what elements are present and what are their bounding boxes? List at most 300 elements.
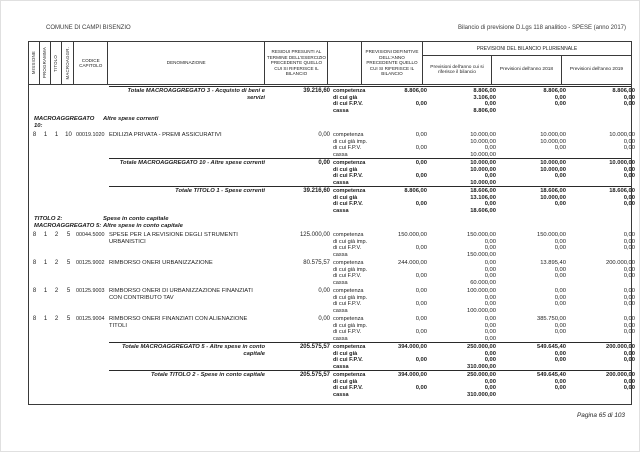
cell-anno-2019: 18.606,00 [609, 188, 635, 194]
cell-anno-riferimento: 0,00 [484, 322, 496, 329]
cell-previsioni-definitive: 0,00 [415, 385, 427, 391]
cell-anno-2018: 18.606,00 [540, 188, 566, 194]
cell-anno-riferimento: 250.000,00 [466, 372, 496, 378]
cell-missione: 8 [32, 316, 37, 322]
amount-line-label: di cui F.P.V. [333, 357, 363, 363]
cell-previsioni-definitive: 0,00 [415, 288, 427, 294]
cell-titolo [51, 160, 62, 186]
amount-line-label: cassa [333, 179, 349, 186]
amount-lines [333, 372, 637, 398]
cell-titolo: 1 [54, 132, 59, 138]
cell-missione [29, 188, 40, 214]
cell-anno-riferimento: 0,00 [484, 385, 496, 391]
amount-line-label: di cui F.P.V. [333, 201, 363, 207]
cell-previsioni-definitive: 244.000,00 [397, 260, 427, 266]
amount-line-label: di cui F.P.V. [333, 173, 363, 179]
amount-lines [333, 188, 637, 214]
cell-anno-2019 [568, 252, 637, 259]
total-row [29, 344, 635, 370]
total-row [29, 88, 635, 114]
col-header-programma: PROGRAMMA [40, 42, 51, 84]
amount-line-label: competenza [333, 160, 366, 166]
cell-macroaggregato: 5 [66, 288, 71, 294]
cell-titolo [51, 344, 62, 370]
cell-missione [29, 372, 40, 398]
amount-line-label: cassa [333, 207, 349, 214]
cell-titolo [51, 188, 62, 214]
cell-anno-riferimento: 150.000,00 [466, 232, 496, 238]
cell-codice-capitolo: 00125.9002 [76, 260, 105, 266]
cell-anno-riferimento: 8.806,00 [473, 107, 496, 114]
cell-anno-riferimento: 310.000,00 [466, 363, 496, 370]
amount-line-label: competenza [333, 372, 366, 378]
cell-residui: 80.575,57 [303, 260, 330, 266]
cell-missione: 8 [32, 132, 37, 138]
cell-anno-2018: 0,00 [554, 378, 566, 385]
amount-line-label: competenza [333, 316, 364, 322]
cell-anno-2018 [498, 392, 568, 399]
cell-programma: 1 [43, 316, 48, 322]
cell-anno-2018: 0,00 [554, 273, 566, 279]
cell-anno-riferimento: 0,00 [484, 335, 496, 342]
cell-anno-2018: 0,00 [554, 94, 566, 101]
cell-anno-riferimento: 10.000,00 [470, 160, 496, 166]
amount-lines [333, 344, 637, 370]
cell-anno-2018: 0,00 [554, 245, 566, 251]
cell-macroaggregato: 5 [66, 260, 71, 266]
amount-line-label: cassa [333, 335, 348, 342]
cell-anno-riferimento: 0,00 [484, 245, 496, 251]
cell-anno-2019: 0,00 [623, 329, 635, 335]
cell-anno-2019: 0,00 [623, 201, 635, 207]
amount-line-label: cassa [333, 107, 349, 114]
amount-line-label: cassa [333, 391, 349, 398]
cell-macroaggregato [62, 188, 75, 214]
cell-macroaggregato: 10 [65, 132, 72, 138]
cell-anno-riferimento: 0,00 [484, 266, 496, 273]
total-row [29, 188, 635, 214]
table-row [29, 132, 635, 158]
cell-anno-2018 [498, 208, 568, 215]
cell-anno-riferimento: 250.000,00 [466, 344, 496, 350]
cell-previsioni-definitive [367, 280, 429, 287]
cell-previsioni-definitive [367, 252, 429, 259]
cell-programma: 1 [43, 260, 48, 266]
cell-denominazione: RIMBORSO ONERI URBANIZZAZIONE [109, 260, 213, 266]
cell-previsioni-definitive: 0,00 [415, 145, 427, 151]
cell-anno-2019: 0,00 [623, 194, 635, 201]
section-line [29, 116, 631, 130]
amount-line-label: di cui già [333, 194, 358, 201]
col-header-anno-2019: Previsioni dell'anno 2019 [569, 67, 624, 73]
cell-anno-riferimento: 0,00 [484, 316, 496, 322]
cell-codice-capitolo: 00125.9003 [76, 288, 105, 294]
cell-anno-2018: 0,00 [554, 201, 566, 207]
cell-anno-2018 [498, 308, 568, 315]
amount-line-label: cassa [333, 279, 348, 286]
amount-line [333, 108, 637, 115]
amount-lines [333, 160, 637, 186]
cell-anno-2018: 0,00 [554, 266, 566, 273]
cell-anno-riferimento: 0,00 [484, 357, 496, 363]
cell-anno-riferimento: 310.000,00 [466, 391, 496, 398]
cell-anno-2019: 0,00 [623, 301, 635, 307]
cell-missione: 8 [32, 260, 37, 266]
amount-line-label: di cui F.P.V. [333, 145, 362, 151]
cell-anno-2019: 0,00 [623, 245, 635, 251]
cell-denominazione: RIMBORSO ONERI FINANZIATI CON ALIENAZIONE TITOLI [109, 316, 248, 329]
cell-anno-2018: 385.750,00 [536, 316, 566, 322]
cell-anno-2019: 10.000,00 [609, 160, 635, 166]
amount-lines [333, 132, 637, 158]
cell-anno-2019: 10.000,00 [609, 132, 635, 138]
cell-codice-capitolo [75, 88, 109, 114]
cell-denominazione: EDILIZIA PRIVATA - PREMI ASSICURATIVI [109, 132, 222, 138]
cell-anno-riferimento: 10.000,00 [470, 138, 496, 145]
section-code-label: MACROAGGREGATO 5: [34, 223, 102, 229]
amount-line-label: di cui già [333, 378, 358, 385]
amount-line-label: di cui già imp. [333, 322, 368, 329]
cell-anno-riferimento: 0,00 [484, 260, 496, 266]
cell-anno-2019: 0,00 [623, 294, 635, 301]
cell-anno-2018: 0,00 [554, 385, 566, 391]
cell-anno-riferimento: 10.000,00 [470, 166, 496, 173]
amount-line-label: di cui già imp. [333, 238, 368, 245]
cell-missione: 8 [32, 288, 37, 294]
cell-residui: 0,00 [318, 132, 330, 138]
amount-line-label: competenza [333, 232, 364, 238]
cell-anno-riferimento: 3.106,00 [473, 94, 496, 101]
cell-anno-riferimento: 0,00 [484, 378, 496, 385]
cell-anno-2019: 0,00 [623, 266, 635, 273]
cell-denominazione: SPESE PER LA REVISIONE DEGLI STRUMENTI URBANISTICI [109, 232, 238, 245]
col-header-codice-capitolo: CODICE CAPITOLO [74, 42, 108, 84]
amount-line-label: competenza [333, 260, 364, 266]
col-header-anno-riferimento: Previsioni dell'anno cui si riferisce il bilancio [423, 56, 492, 84]
amount-line-label: cassa [333, 151, 348, 158]
cell-macroaggregato [62, 88, 75, 114]
amount-line-label: di cui F.P.V. [333, 329, 362, 335]
col-header-denominazione: DENOMINAZIONE [108, 42, 265, 84]
cell-anno-2018: 0,00 [554, 145, 566, 151]
cell-residui: 205.575,57 [299, 372, 330, 378]
cell-previsioni-definitive: 0,00 [415, 316, 427, 322]
cell-anno-2018 [498, 280, 568, 287]
cell-anno-2018: 10.000,00 [540, 166, 566, 173]
cell-anno-2019 [568, 392, 637, 399]
cell-residui: 0,00 [318, 316, 330, 322]
amount-lines [333, 288, 637, 314]
amount-line-label: di cui F.P.V. [333, 301, 362, 307]
col-header-anno-2018: Previsioni dell'anno 2018 [492, 56, 562, 84]
section-description: Spese in conto capitale [103, 216, 169, 222]
cell-programma: 1 [43, 132, 48, 138]
amount-lines [333, 232, 637, 258]
cell-anno-2019: 0,00 [623, 273, 635, 279]
cell-anno-2018: 0,00 [554, 350, 566, 357]
cell-codice-capitolo [75, 160, 109, 186]
amount-line-label: cassa [333, 307, 348, 314]
col-header-residui-presunti: RESIDUI PRESUNTI AL TERMINE DELL'ESERCIZIO PRECEDENTE QUELLO CUI SI RIFERISCE IL BILANCIO [265, 42, 328, 84]
col-group-bilancio-pluriennale [423, 42, 631, 84]
document-header [46, 25, 626, 31]
cell-previsioni-definitive: 0,00 [415, 357, 427, 363]
cell-previsioni-definitive: 8.806,00 [404, 88, 427, 94]
cell-anno-2019: 0,00 [623, 288, 635, 294]
amount-line-label: di cui F.P.V. [333, 273, 362, 279]
total-row [29, 160, 635, 186]
cell-anno-2018: 10.000,00 [540, 132, 566, 138]
cell-anno-2019 [568, 208, 637, 215]
amount-line-label: di cui F.P.V. [333, 385, 363, 391]
cell-anno-2018 [498, 252, 568, 259]
cell-codice-capitolo [75, 344, 109, 370]
amount-lines [333, 88, 637, 114]
cell-anno-riferimento: 0,00 [484, 101, 496, 107]
cell-anno-2018: 0,00 [554, 101, 566, 107]
cell-previsioni-definitive: 0,00 [415, 173, 427, 179]
amount-lines [333, 316, 637, 342]
table-row [29, 316, 635, 342]
cell-denominazione: Totale TITOLO 1 - Spese correnti [175, 188, 265, 194]
amount-line-label: competenza [333, 288, 364, 294]
cell-missione [29, 344, 40, 370]
amount-line-label: di cui già [333, 166, 358, 173]
section-row [29, 216, 631, 230]
col-header-macroaggr: MACROAGGR. [62, 42, 75, 84]
cell-titolo: 2 [54, 288, 59, 294]
cell-anno-2019: 0,00 [623, 238, 635, 245]
cell-previsioni-definitive: 0,00 [415, 245, 427, 251]
cell-anno-riferimento: 0,00 [484, 201, 496, 207]
amount-line-label: di cui già imp. [333, 266, 368, 273]
cell-anno-riferimento: 100.000,00 [466, 288, 496, 294]
cell-denominazione: Totale MACROAGGREGATO 10 - Altre spese correnti [119, 160, 265, 166]
cell-anno-2019: 0,00 [623, 173, 635, 179]
cell-missione [29, 160, 40, 186]
cell-anno-2019: 0,00 [623, 322, 635, 329]
col-header-missione: MISSIONE [29, 42, 40, 84]
amount-line [333, 392, 637, 399]
cell-anno-2018: 10.000,00 [540, 194, 566, 201]
cell-previsioni-definitive: 0,00 [415, 301, 427, 307]
cell-anno-2019 [568, 280, 637, 287]
cell-anno-2019: 0,00 [623, 145, 635, 151]
cell-anno-2018: 13.895,40 [540, 260, 566, 266]
amount-line-label: competenza [333, 88, 366, 94]
cell-residui: 205.575,57 [299, 344, 330, 350]
col-header-pluriennale: PREVISIONI DEL BILANCIO PLURIENNALE [423, 42, 631, 56]
cell-programma [40, 344, 51, 370]
amount-line-label: competenza [333, 132, 364, 138]
col-header-spacer [328, 42, 362, 84]
cell-anno-2018: 0,00 [554, 329, 566, 335]
cell-previsioni-definitive: 0,00 [415, 160, 427, 166]
cell-titolo: 2 [54, 232, 59, 238]
cell-macroaggregato: 5 [66, 232, 71, 238]
cell-titolo: 2 [54, 316, 59, 322]
section-description: Altre spese correnti [103, 116, 159, 122]
cell-anno-2019: 0,00 [623, 94, 635, 101]
cell-anno-2019: 0,00 [623, 385, 635, 391]
amount-line [333, 280, 637, 287]
amount-line-label: di cui già imp. [333, 294, 368, 301]
budget-table [28, 41, 635, 405]
cell-anno-2019: 0,00 [623, 316, 635, 322]
cell-macroaggregato: 5 [66, 316, 71, 322]
cell-anno-riferimento: 18.606,00 [470, 188, 496, 194]
cell-previsioni-definitive: 394.000,00 [397, 344, 427, 350]
cell-anno-2018: 0,00 [554, 357, 566, 363]
cell-anno-riferimento: 13.106,00 [470, 194, 496, 201]
table-row [29, 288, 635, 314]
cell-macroaggregato [62, 160, 75, 186]
section-code-label: TITOLO 2: [34, 216, 63, 222]
cell-anno-2018: 150.000,00 [536, 232, 566, 238]
cell-anno-riferimento: 18.606,00 [470, 207, 496, 214]
cell-anno-2018: 0,00 [554, 301, 566, 307]
section-row [29, 116, 631, 130]
amount-line-label: cassa [333, 251, 348, 258]
amount-line-label: competenza [333, 188, 366, 194]
cell-anno-2019 [568, 108, 637, 115]
cell-anno-2018: 549.645,40 [536, 344, 566, 350]
cell-anno-2019: 0,00 [623, 357, 635, 363]
amount-line-label: di cui F.P.V. [333, 101, 363, 107]
cell-codice-capitolo: 00125.9004 [76, 316, 105, 322]
amount-line-label: cassa [333, 363, 349, 370]
municipality-name: COMUNE DI CAMPI BISENZIO [46, 25, 131, 31]
table-row [29, 232, 635, 258]
cell-anno-2019: 0,00 [623, 101, 635, 107]
cell-titolo [51, 88, 62, 114]
document-title: Bilancio di previsione D.Lgs 118 analitico - SPESE (anno 2017) [458, 25, 626, 31]
section-line [29, 223, 631, 230]
cell-anno-2018 [498, 108, 568, 115]
cell-anno-riferimento: 10.000,00 [470, 132, 496, 138]
cell-anno-2018: 0,00 [554, 238, 566, 245]
cell-residui: 39.216,60 [303, 188, 330, 194]
cell-programma: 1 [43, 288, 48, 294]
col-header-titolo: TITOLO [51, 42, 62, 84]
amount-line-label: di cui già [333, 94, 358, 101]
cell-codice-capitolo: 00044.5000 [76, 232, 105, 238]
cell-anno-2019: 0,00 [623, 166, 635, 173]
cell-residui: 0,00 [318, 160, 330, 166]
amount-line-label: di cui già imp. [333, 138, 368, 145]
cell-anno-2019 [568, 308, 637, 315]
cell-codice-capitolo: 00019.1020 [76, 132, 105, 138]
cell-missione: 8 [32, 232, 37, 238]
cell-anno-2018: 10.000,00 [540, 138, 566, 145]
cell-anno-2018: 0,00 [554, 294, 566, 301]
table-body [28, 85, 635, 405]
amount-line-label: di cui F.P.V. [333, 245, 362, 251]
cell-anno-riferimento: 60.000,00 [470, 279, 496, 286]
cell-anno-riferimento: 150.000,00 [466, 251, 496, 258]
cell-anno-2018: 549.645,40 [536, 372, 566, 378]
cell-anno-riferimento: 0,00 [484, 301, 496, 307]
cell-anno-2019: 0,00 [623, 138, 635, 145]
cell-titolo: 2 [54, 260, 59, 266]
total-row [29, 372, 635, 398]
cell-anno-riferimento: 0,00 [484, 273, 496, 279]
cell-programma [40, 160, 51, 186]
cell-anno-riferimento: 0,00 [484, 238, 496, 245]
amount-line [333, 308, 637, 315]
amount-line-label: competenza [333, 344, 366, 350]
cell-missione [29, 88, 40, 114]
cell-codice-capitolo [75, 372, 109, 398]
page-number: Pagina 65 di 103 [577, 412, 625, 419]
cell-anno-2018: 0,00 [554, 288, 566, 294]
section-line [29, 216, 631, 223]
cell-anno-riferimento: 100.000,00 [466, 307, 496, 314]
cell-previsioni-definitive: 0,00 [415, 201, 427, 207]
cell-anno-2019: 8.806,00 [612, 88, 635, 94]
cell-anno-2018: 0,00 [554, 173, 566, 179]
cell-anno-riferimento: 0,00 [484, 294, 496, 301]
cell-anno-2019: 0,00 [623, 378, 635, 385]
cell-macroaggregato [62, 344, 75, 370]
cell-denominazione: RIMBORSO ONERI DI URBANIZZAZIONE FINANZIATI CON CONTRIBUTO TAV [109, 288, 253, 301]
cell-residui: 0,00 [318, 288, 330, 294]
cell-programma [40, 88, 51, 114]
cell-previsioni-definitive: 0,00 [415, 273, 427, 279]
cell-anno-2018: 10.000,00 [540, 160, 566, 166]
cell-denominazione: Totale MACROAGGREGATO 3 - Acquisto di beni e servizi [127, 88, 265, 101]
cell-anno-riferimento: 0,00 [484, 329, 496, 335]
cell-denominazione: Totale TITOLO 2 - Spese in conto capitale [150, 372, 265, 378]
cell-anno-riferimento: 8.806,00 [473, 88, 496, 94]
cell-anno-2019: 200.000,00 [605, 344, 635, 350]
amount-lines [333, 260, 637, 286]
cell-programma: 1 [43, 232, 48, 238]
cell-anno-2018: 0,00 [554, 322, 566, 329]
cell-macroaggregato [62, 372, 75, 398]
cell-previsioni-definitive [367, 308, 429, 315]
cell-previsioni-definitive: 150.000,00 [397, 232, 427, 238]
cell-previsioni-definitive: 0,00 [415, 329, 427, 335]
cell-codice-capitolo [75, 188, 109, 214]
cell-anno-2019: 0,00 [623, 350, 635, 357]
cell-anno-2019: 0,00 [623, 232, 635, 238]
cell-previsioni-definitive [367, 208, 429, 215]
cell-previsioni-definitive: 0,00 [415, 101, 427, 107]
col-header-previsioni-definitive: PREVISIONI DEFINITIVE DELL'ANNO PRECEDENTE QUELLO CUI SI RIFERISCE IL BILANCIO [362, 42, 423, 84]
section-description: Altre spese in conto capitale [103, 223, 183, 229]
table-header [28, 41, 632, 85]
section-code-label: MACROAGGREGATO 10: [34, 116, 95, 129]
cell-anno-2018: 8.806,00 [543, 88, 566, 94]
cell-anno-2019: 200.000,00 [605, 260, 635, 266]
cell-previsioni-definitive [367, 392, 429, 399]
cell-previsioni-definitive: 8.806,00 [404, 188, 427, 194]
amount-line-label: di cui già [333, 350, 358, 357]
cell-anno-riferimento: 10.000,00 [470, 151, 496, 158]
cell-residui: 39.216,60 [303, 88, 330, 94]
amount-line [333, 252, 637, 259]
cell-anno-riferimento: 10.000,00 [470, 179, 496, 186]
cell-titolo [51, 372, 62, 398]
amount-line [333, 208, 637, 215]
table-row [29, 260, 635, 286]
cell-anno-2019: 200.000,00 [605, 372, 635, 378]
cell-previsioni-definitive: 0,00 [415, 132, 427, 138]
cell-programma [40, 372, 51, 398]
cell-previsioni-definitive: 394.000,00 [397, 372, 427, 378]
cell-previsioni-definitive [367, 108, 429, 115]
